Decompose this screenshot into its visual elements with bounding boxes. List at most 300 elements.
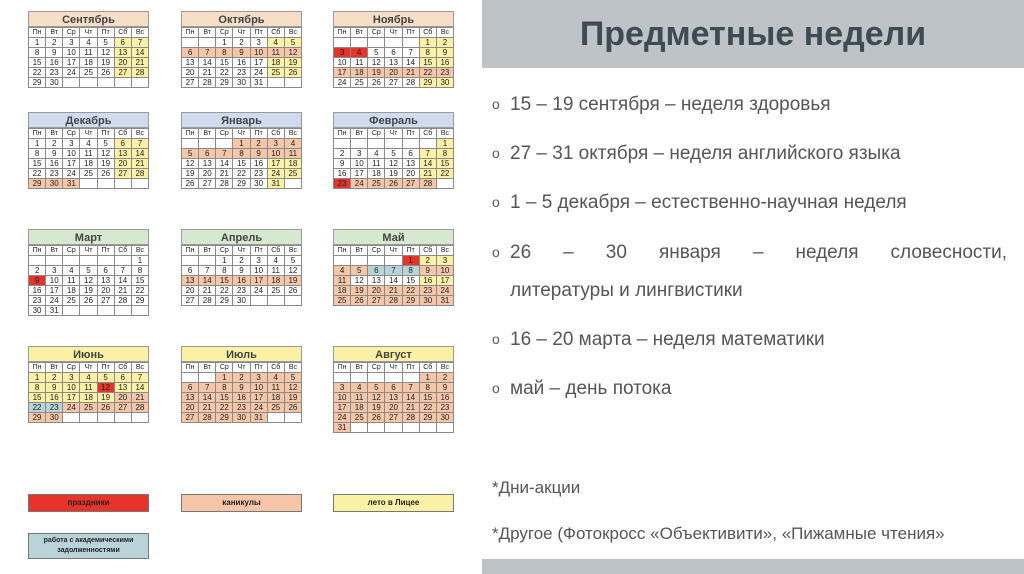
note-action-days: *Дни-акции <box>492 478 581 497</box>
day-cell: 13 <box>182 393 199 403</box>
day-cell <box>131 179 148 189</box>
day-cell: 31 <box>267 179 284 189</box>
weekday-header: Сб <box>267 129 284 139</box>
day-cell: 18 <box>284 159 301 169</box>
month-title: Октябрь <box>181 11 302 27</box>
bullet-english-week <box>492 134 1007 173</box>
day-cell: 22 <box>29 403 46 413</box>
day-cell: 2 <box>46 38 63 48</box>
day-cell: 11 <box>63 276 80 286</box>
month-grid <box>333 128 454 189</box>
month-3 <box>333 11 454 88</box>
weekday-header: Сб <box>419 363 436 373</box>
weekday-header: Пт <box>97 129 114 139</box>
weekday-header: Вс <box>131 363 148 373</box>
weekday-header: Сб <box>114 129 131 139</box>
weekday-header: Пн <box>334 129 351 139</box>
day-cell: 30 <box>46 413 63 423</box>
day-cell: 29 <box>233 179 250 189</box>
day-cell <box>182 373 199 383</box>
day-cell: 23 <box>46 68 63 78</box>
day-cell: 26 <box>97 169 114 179</box>
day-cell <box>29 256 46 266</box>
day-cell <box>267 296 284 306</box>
day-cell: 21 <box>402 403 419 413</box>
day-cell: 6 <box>97 266 114 276</box>
day-cell: 3 <box>436 256 453 266</box>
day-cell: 23 <box>436 68 453 78</box>
day-cell: 13 <box>114 149 131 159</box>
weekday-header: Пт <box>97 246 114 256</box>
day-cell: 26 <box>368 413 385 423</box>
day-cell <box>368 38 385 48</box>
day-cell: 12 <box>182 159 199 169</box>
day-cell: 10 <box>250 383 267 393</box>
weekday-header: Вс <box>131 129 148 139</box>
weekday-header: Вс <box>436 129 453 139</box>
day-cell: 21 <box>199 68 216 78</box>
weekday-header: Вс <box>284 246 301 256</box>
weekday-header: Вс <box>131 246 148 256</box>
day-cell <box>402 373 419 383</box>
day-cell: 13 <box>114 48 131 58</box>
day-cell: 17 <box>46 286 63 296</box>
month-title: Январь <box>181 112 302 128</box>
day-cell <box>334 256 351 266</box>
day-cell: 18 <box>267 393 284 403</box>
day-cell: 3 <box>63 373 80 383</box>
day-cell: 10 <box>63 149 80 159</box>
day-cell: 22 <box>419 403 436 413</box>
day-cell: 26 <box>385 179 402 189</box>
weekday-header: Вт <box>351 28 368 38</box>
month-title: Август <box>333 346 454 362</box>
day-cell: 29 <box>29 179 46 189</box>
weekday-header: Пн <box>29 246 46 256</box>
day-cell <box>436 423 453 433</box>
bullet-health-week <box>492 85 1007 124</box>
day-cell: 28 <box>199 413 216 423</box>
day-cell <box>368 256 385 266</box>
day-cell: 13 <box>182 276 199 286</box>
weekday-header: Чт <box>80 363 97 373</box>
legend-academic-debts: работа с академическими задолженностями <box>28 533 149 559</box>
weekday-header: Пт <box>97 28 114 38</box>
day-cell: 7 <box>216 149 233 159</box>
day-cell: 22 <box>436 169 453 179</box>
day-cell: 3 <box>334 48 351 58</box>
day-cell: 12 <box>284 266 301 276</box>
weekday-header: Пн <box>182 363 199 373</box>
day-cell: 29 <box>131 296 148 306</box>
day-cell <box>63 306 80 316</box>
day-cell: 5 <box>97 373 114 383</box>
bullet-marker: o <box>492 194 500 210</box>
day-cell: 14 <box>419 159 436 169</box>
weekday-header: Чт <box>233 129 250 139</box>
bullet-stream-day <box>492 369 1007 408</box>
day-cell: 12 <box>368 393 385 403</box>
bullet-text-continuation: литературы и лингвистики <box>510 280 743 301</box>
day-cell: 18 <box>368 169 385 179</box>
weekday-header: Ср <box>368 28 385 38</box>
day-cell: 8 <box>216 383 233 393</box>
day-cell: 15 <box>216 393 233 403</box>
weekday-header: Вс <box>131 28 148 38</box>
bullet-marker: o <box>492 96 500 112</box>
day-cell: 27 <box>182 413 199 423</box>
weekday-header: Ср <box>216 28 233 38</box>
day-cell: 12 <box>97 48 114 58</box>
day-cell: 21 <box>114 286 131 296</box>
day-cell <box>182 139 199 149</box>
day-cell: 24 <box>250 403 267 413</box>
day-cell <box>402 38 419 48</box>
day-cell: 19 <box>284 276 301 286</box>
weekday-header: Чт <box>385 28 402 38</box>
day-cell: 11 <box>80 149 97 159</box>
day-cell: 12 <box>284 383 301 393</box>
weekday-header: Пн <box>334 363 351 373</box>
day-cell <box>419 423 436 433</box>
day-cell: 22 <box>131 286 148 296</box>
day-cell <box>199 139 216 149</box>
day-cell: 17 <box>63 58 80 68</box>
weekday-header: Чт <box>80 246 97 256</box>
day-cell: 27 <box>114 403 131 413</box>
day-cell: 25 <box>334 296 351 306</box>
month-grid <box>333 245 454 306</box>
month-8 <box>181 229 302 306</box>
weekday-header: Чт <box>233 363 250 373</box>
day-cell: 20 <box>114 393 131 403</box>
bullet-text: 1 – 5 декабря – естественно-научная неделя <box>510 192 907 213</box>
weekday-header: Пн <box>334 246 351 256</box>
day-cell: 22 <box>29 68 46 78</box>
day-cell: 24 <box>46 296 63 306</box>
day-cell: 16 <box>29 286 46 296</box>
day-cell: 8 <box>29 149 46 159</box>
weekday-header: Ср <box>216 129 233 139</box>
day-cell: 27 <box>402 179 419 189</box>
day-cell: 26 <box>97 68 114 78</box>
month-12 <box>333 346 454 433</box>
day-cell: 9 <box>233 266 250 276</box>
day-cell: 20 <box>97 286 114 296</box>
day-cell: 17 <box>63 159 80 169</box>
day-cell: 27 <box>114 68 131 78</box>
day-cell: 20 <box>182 68 199 78</box>
day-cell: 28 <box>131 403 148 413</box>
day-cell: 27 <box>199 179 216 189</box>
day-cell: 2 <box>233 38 250 48</box>
day-cell: 27 <box>385 413 402 423</box>
day-cell: 22 <box>233 169 250 179</box>
weekday-header: Чт <box>233 28 250 38</box>
day-cell: 13 <box>385 393 402 403</box>
weekday-header: Вт <box>199 363 216 373</box>
day-cell: 23 <box>233 286 250 296</box>
day-cell: 4 <box>368 149 385 159</box>
day-cell: 18 <box>80 393 97 403</box>
month-grid <box>333 362 454 433</box>
day-cell <box>131 413 148 423</box>
day-cell: 14 <box>114 276 131 286</box>
weekday-header: Вс <box>436 246 453 256</box>
month-4 <box>28 112 149 189</box>
day-cell: 15 <box>131 276 148 286</box>
day-cell: 6 <box>385 48 402 58</box>
weekday-header: Вт <box>351 363 368 373</box>
day-cell: 22 <box>216 403 233 413</box>
day-cell: 5 <box>284 38 301 48</box>
day-cell: 26 <box>368 78 385 88</box>
day-cell: 3 <box>63 139 80 149</box>
day-cell <box>267 78 284 88</box>
day-cell: 13 <box>199 159 216 169</box>
weekday-header: Сб <box>267 363 284 373</box>
weekday-header: Вт <box>351 246 368 256</box>
day-cell: 31 <box>63 179 80 189</box>
day-cell: 26 <box>284 403 301 413</box>
day-cell: 31 <box>250 78 267 88</box>
day-cell: 20 <box>385 403 402 413</box>
day-cell: 14 <box>131 48 148 58</box>
day-cell <box>80 78 97 88</box>
day-cell: 12 <box>97 149 114 159</box>
day-cell: 22 <box>419 68 436 78</box>
day-cell <box>402 139 419 149</box>
weekday-header: Вт <box>46 363 63 373</box>
day-cell: 7 <box>419 149 436 159</box>
day-cell: 11 <box>368 159 385 169</box>
day-cell: 20 <box>368 286 385 296</box>
day-cell <box>385 373 402 383</box>
day-cell: 5 <box>97 38 114 48</box>
day-cell: 11 <box>80 383 97 393</box>
day-cell <box>63 256 80 266</box>
day-cell: 20 <box>114 58 131 68</box>
weekday-header: Ср <box>216 246 233 256</box>
weekday-header: Вс <box>436 28 453 38</box>
day-cell: 19 <box>80 286 97 296</box>
day-cell <box>334 139 351 149</box>
day-cell: 5 <box>368 48 385 58</box>
day-cell: 30 <box>233 296 250 306</box>
day-cell: 30 <box>233 78 250 88</box>
day-cell: 21 <box>131 393 148 403</box>
day-cell: 25 <box>267 403 284 413</box>
day-cell <box>216 139 233 149</box>
weekday-header: Ср <box>63 28 80 38</box>
day-cell: 24 <box>267 169 284 179</box>
day-cell: 7 <box>131 373 148 383</box>
day-cell: 6 <box>182 383 199 393</box>
day-cell: 18 <box>267 58 284 68</box>
day-cell: 17 <box>250 276 267 286</box>
day-cell: 16 <box>46 58 63 68</box>
day-cell <box>199 373 216 383</box>
day-cell: 2 <box>419 256 436 266</box>
month-1 <box>28 11 149 88</box>
day-cell <box>114 306 131 316</box>
day-cell: 24 <box>63 68 80 78</box>
day-cell: 6 <box>182 48 199 58</box>
day-cell: 25 <box>267 68 284 78</box>
month-7 <box>28 229 149 316</box>
day-cell <box>80 256 97 266</box>
day-cell: 9 <box>46 48 63 58</box>
weekday-header: Сб <box>114 28 131 38</box>
day-cell: 5 <box>284 256 301 266</box>
day-cell: 29 <box>216 413 233 423</box>
day-cell <box>334 373 351 383</box>
day-cell: 13 <box>385 58 402 68</box>
day-cell: 14 <box>385 276 402 286</box>
day-cell: 10 <box>63 48 80 58</box>
day-cell: 25 <box>80 169 97 179</box>
day-cell: 9 <box>46 383 63 393</box>
bullet-math-week <box>492 320 1007 359</box>
day-cell: 17 <box>436 276 453 286</box>
day-cell: 7 <box>114 266 131 276</box>
day-cell: 10 <box>63 383 80 393</box>
weekday-header: Ср <box>368 363 385 373</box>
day-cell: 16 <box>419 276 436 286</box>
weekday-header: Вс <box>284 129 301 139</box>
weekday-header: Сб <box>267 28 284 38</box>
weekday-header: Пн <box>334 28 351 38</box>
school-calendar <box>0 0 470 574</box>
day-cell: 27 <box>114 169 131 179</box>
day-cell: 23 <box>46 169 63 179</box>
day-cell: 6 <box>114 38 131 48</box>
day-cell: 19 <box>97 393 114 403</box>
day-cell: 3 <box>46 266 63 276</box>
day-cell: 16 <box>233 393 250 403</box>
weekday-header: Ср <box>368 246 385 256</box>
day-cell: 25 <box>284 169 301 179</box>
day-cell: 1 <box>402 256 419 266</box>
day-cell: 3 <box>63 38 80 48</box>
day-cell: 2 <box>233 256 250 266</box>
weekday-header: Вт <box>199 28 216 38</box>
day-cell: 4 <box>267 256 284 266</box>
month-grid <box>333 27 454 88</box>
day-cell: 5 <box>284 373 301 383</box>
month-grid <box>181 128 302 189</box>
day-cell: 4 <box>351 48 368 58</box>
day-cell: 27 <box>368 296 385 306</box>
day-cell: 17 <box>334 403 351 413</box>
day-cell: 19 <box>368 403 385 413</box>
weekday-header: Пт <box>250 363 267 373</box>
month-2 <box>181 11 302 88</box>
day-cell: 15 <box>419 393 436 403</box>
day-cell: 6 <box>114 373 131 383</box>
day-cell: 6 <box>114 139 131 149</box>
day-cell: 18 <box>334 286 351 296</box>
day-cell: 5 <box>80 266 97 276</box>
day-cell: 9 <box>233 48 250 58</box>
day-cell <box>402 423 419 433</box>
day-cell <box>80 413 97 423</box>
day-cell: 28 <box>402 413 419 423</box>
day-cell: 17 <box>267 159 284 169</box>
day-cell: 5 <box>351 266 368 276</box>
weekday-header: Чт <box>233 246 250 256</box>
weekday-header: Пт <box>402 363 419 373</box>
day-cell: 28 <box>402 78 419 88</box>
bullet-science-week <box>492 183 1007 222</box>
bullet-marker: o <box>492 331 500 347</box>
day-cell <box>368 139 385 149</box>
day-cell: 28 <box>419 179 436 189</box>
day-cell: 14 <box>131 149 148 159</box>
day-cell: 22 <box>402 286 419 296</box>
month-title: Март <box>28 229 149 245</box>
month-title: Февраль <box>333 112 454 128</box>
month-11 <box>181 346 302 423</box>
day-cell: 17 <box>334 68 351 78</box>
day-cell: 5 <box>182 149 199 159</box>
day-cell: 22 <box>216 68 233 78</box>
day-cell: 10 <box>46 276 63 286</box>
day-cell: 20 <box>114 159 131 169</box>
day-cell: 14 <box>216 159 233 169</box>
day-cell <box>182 256 199 266</box>
day-cell: 23 <box>419 286 436 296</box>
day-cell: 4 <box>63 266 80 276</box>
day-cell: 23 <box>334 179 351 189</box>
day-cell: 15 <box>419 58 436 68</box>
weekday-header: Вт <box>46 246 63 256</box>
month-grid <box>181 245 302 306</box>
month-grid <box>181 27 302 88</box>
day-cell: 7 <box>402 48 419 58</box>
weekday-header: Вс <box>284 363 301 373</box>
day-cell: 6 <box>385 383 402 393</box>
day-cell: 11 <box>334 276 351 286</box>
weekday-header: Вс <box>436 363 453 373</box>
day-cell: 9 <box>334 159 351 169</box>
day-cell: 10 <box>250 48 267 58</box>
day-cell: 9 <box>29 276 46 286</box>
day-cell <box>97 256 114 266</box>
day-cell: 10 <box>334 393 351 403</box>
day-cell: 8 <box>233 149 250 159</box>
day-cell: 15 <box>216 276 233 286</box>
day-cell: 2 <box>250 139 267 149</box>
day-cell: 15 <box>29 58 46 68</box>
day-cell: 24 <box>63 403 80 413</box>
weekday-header: Пт <box>402 28 419 38</box>
day-cell: 24 <box>63 169 80 179</box>
day-cell: 1 <box>419 38 436 48</box>
month-grid <box>28 128 149 189</box>
day-cell: 28 <box>131 169 148 179</box>
day-cell: 12 <box>284 48 301 58</box>
day-cell: 30 <box>436 413 453 423</box>
day-cell: 7 <box>199 48 216 58</box>
day-cell <box>80 179 97 189</box>
day-cell: 26 <box>97 403 114 413</box>
day-cell: 5 <box>385 149 402 159</box>
day-cell: 2 <box>334 149 351 159</box>
day-cell: 18 <box>351 68 368 78</box>
day-cell: 9 <box>250 149 267 159</box>
day-cell <box>250 296 267 306</box>
